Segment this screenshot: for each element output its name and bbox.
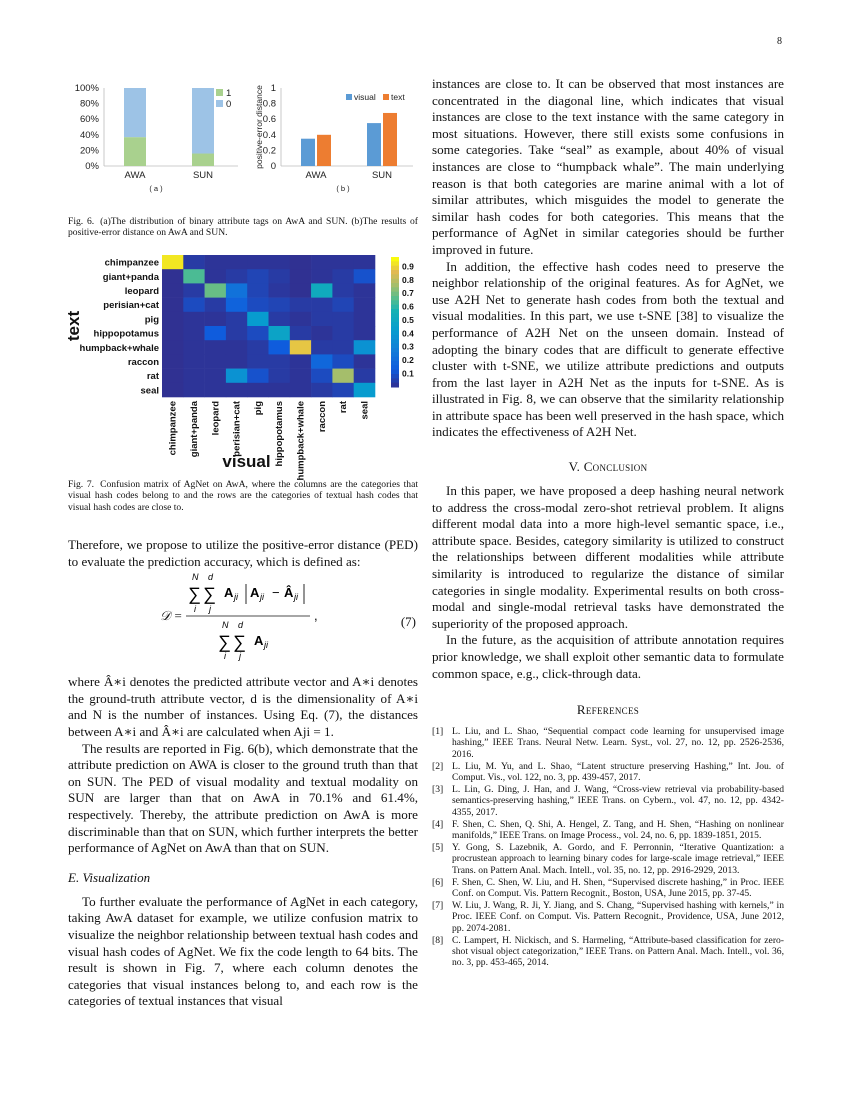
heatmap-cell — [354, 383, 376, 398]
heatmap-cell — [226, 340, 248, 355]
heatmap-cell — [311, 383, 333, 398]
heatmap-cell — [290, 269, 312, 284]
heatmap-cell — [332, 255, 354, 270]
results-paragraph: The results are reported in Fig. 6(b), which demonstrate that the attribute prediction on AWA is closer to the ground truth than that on SUN. The PED of visual modality and textual modality on SUN are larger than that on AwA in 70.1% and 61.4%, respectively. Thereby, the attribute prediction on AwA is more discriminable than that on SUN, which further interprets the better performance of AgNet on AwA than that on SUN. — [68, 740, 418, 856]
fig7-caption-text: Confusion matrix of AgNet on AwA, where the columns are the categories that visual hash codes belong to and the rows are the categories of textual hash codes that visual hash codes are close to. — [68, 478, 419, 513]
heatmap-cell — [354, 340, 376, 355]
heatmap-cell — [311, 312, 333, 327]
heatmap-cell — [247, 283, 269, 298]
svg-text:∑: ∑ — [233, 632, 246, 653]
heatmap-cell — [183, 297, 205, 312]
references-title — [432, 702, 784, 718]
heatmap-cell — [332, 368, 354, 383]
reference-number: [8] — [432, 934, 444, 946]
row-label: chimpanzee — [104, 257, 159, 269]
heatmap-cell — [311, 340, 333, 355]
bar — [192, 88, 214, 154]
heatmap-cell — [269, 383, 291, 398]
figure-6 — [68, 76, 418, 196]
heatmap-cell — [354, 283, 376, 298]
legend-label: 1 — [226, 88, 232, 99]
row-label: hippopotamus — [93, 328, 159, 340]
confusion-matrix — [64, 255, 418, 481]
heatmap-cell — [205, 340, 227, 355]
reference-text: F. Shen, C. Shen, Q. Shi, A. Hengel, Z. Tang, and H. Shen, “Hashing on nonlinear manifolds,” IEEE Trans. on Image Process., vol. 24, no. 6, pp. 1839-1851, 2015. — [452, 818, 784, 842]
svg-text:j: j — [209, 604, 211, 615]
legend-swatch — [216, 100, 223, 107]
heatmap-cell — [311, 326, 333, 341]
reference-item — [432, 935, 784, 969]
y-tick-label: 0 — [270, 161, 276, 172]
svg-text:N: N — [222, 620, 229, 631]
row-axis-label: text — [64, 310, 83, 341]
legend-swatch — [383, 94, 389, 100]
svg-text:A: A — [224, 585, 234, 601]
col-label: leopard — [210, 400, 222, 436]
row-label: seal — [140, 385, 159, 397]
reference-item — [432, 784, 784, 818]
heatmap-cell — [226, 354, 248, 369]
row-label: perisian+cat — [103, 300, 159, 312]
col-label: raccon — [316, 400, 328, 432]
heatmap-cell — [290, 326, 312, 341]
bar — [383, 113, 397, 166]
x-tick-label: AWA — [305, 170, 327, 181]
panel-label: ( b ) — [336, 184, 350, 193]
bar — [192, 154, 214, 166]
heatmap-cell — [332, 340, 354, 355]
legend-label: visual — [354, 92, 376, 102]
heatmap-cell — [332, 283, 354, 298]
heatmap-cell — [269, 269, 291, 284]
eq-fraction — [186, 570, 366, 660]
heatmap-cell — [162, 297, 184, 312]
heatmap-cell — [290, 283, 312, 298]
reference-number: [3] — [432, 784, 444, 796]
y-tick-label: 1 — [270, 83, 276, 94]
left-column — [64, 76, 419, 1010]
heatmap-cell — [311, 297, 333, 312]
figure-7 — [64, 255, 418, 481]
y-tick-label: 100% — [74, 83, 99, 94]
heatmap-cell — [205, 312, 227, 327]
heatmap-cell — [226, 283, 248, 298]
heatmap-cell — [332, 269, 354, 284]
heatmap-cell — [354, 368, 376, 383]
colorbar-segment — [391, 352, 399, 357]
heatmap-cell — [247, 326, 269, 341]
heatmap-cell — [247, 383, 269, 398]
colorbar-tick: 0.3 — [402, 341, 414, 352]
colorbar-segment — [391, 317, 399, 322]
heatmap-cell — [290, 383, 312, 398]
colorbar-segment — [391, 309, 399, 314]
heatmap-cell — [183, 326, 205, 341]
colorbar-segment — [391, 365, 399, 370]
col-label: perisian+cat — [231, 400, 243, 457]
row-label: leopard — [124, 285, 159, 297]
col-axis-label: visual — [222, 451, 271, 471]
y-tick-label: 80% — [79, 98, 99, 110]
colorbar-tick: 0.8 — [402, 274, 414, 285]
heatmap-cell — [162, 383, 184, 398]
colorbar-segment — [391, 369, 399, 374]
svg-text:j: j — [239, 651, 241, 662]
eq-explanation: where Â∗i denotes the predicted attribute vector and A∗i denotes the ground-truth attribute vector, d is the dimensionality of A∗i and N is the number of instances. Using Eq. (7), the distances between A∗i and Â∗i are calculated when Aji = 1. — [68, 674, 418, 739]
y-tick-label: 0.2 — [262, 145, 276, 157]
heatmap-cell — [205, 269, 227, 284]
col-label: giant+panda — [188, 400, 200, 458]
reference-item — [432, 761, 784, 783]
legend-label: text — [391, 92, 405, 102]
heatmap-cell — [205, 255, 227, 270]
heatmap-cell — [247, 312, 269, 327]
heatmap-cell — [183, 312, 205, 327]
svg-text:ji: ji — [234, 592, 238, 603]
colorbar-segment — [391, 296, 399, 301]
reference-number: [2] — [432, 760, 444, 772]
y-tick-label: 0.4 — [262, 129, 276, 141]
heatmap-cell — [205, 368, 227, 383]
equation-7 — [68, 570, 418, 666]
heatmap-cell — [311, 269, 333, 284]
reference-text: L. Lin, G. Ding, J. Han, and J. Wang, “Cross-view retrieval via probability-based semantics-preserving hashing,” IEEE Trans. on Cybern., vol. 47, no. 12, pp. 4342-4355, 2017. — [452, 784, 784, 818]
colorbar-tick: 0.7 — [402, 287, 414, 298]
reference-text: L. Liu, and L. Shao, “Sequential compact code learning for unsupervised image hashing,” IEEE Trans. Neural Netw. Learn. Syst., vol. 27, no. 12, pp. 2526-2536, 2016. — [452, 726, 784, 760]
colorbar-segment — [391, 304, 399, 309]
heatmap-cell — [226, 326, 248, 341]
heatmap-cell — [354, 326, 376, 341]
right-paragraph-2: In addition, the effective hash codes need to preserve the neighbor relationship of the original features. As for AgNet, we use A2H Net to generate hash codes from both the textual and visual modalities. In this part, we use t-SNE [38] to visualize the performance of A2H Net on the unseen domain. Instead of adopting the binary codes that are difficult to generate effective cluster with t-SNE, we utilize attribute predictions and outputs from the last layer in A2H Net as the inputs for t-SNE. As is illustrated in Fig. 8, we can observe that the similarity relationship in attribute space has been well preserved in the hash space, which indicates the effectiveness of A2H Net. — [432, 258, 784, 440]
row-label: giant+panda — [102, 271, 159, 283]
x-tick-label: AWA — [124, 170, 146, 181]
heatmap-cell — [311, 354, 333, 369]
references-list — [432, 726, 784, 968]
col-label: humpback+whale — [295, 400, 307, 481]
legend-swatch — [216, 89, 223, 96]
subsection-title: E. Visualization — [68, 869, 151, 885]
heatmap-cell — [226, 269, 248, 284]
right-column — [432, 76, 784, 969]
heatmap-cell — [247, 354, 269, 369]
colorbar-segment — [391, 265, 399, 270]
y-axis-label: positive-error distance — [254, 85, 264, 169]
chart-6b — [253, 76, 418, 196]
heatmap-cell — [183, 283, 205, 298]
svg-text:ji: ji — [264, 640, 268, 651]
colorbar-tick: 0.9 — [402, 261, 414, 272]
heatmap-cell — [162, 283, 184, 298]
heatmap-cell — [354, 297, 376, 312]
colorbar-segment — [391, 291, 399, 296]
colorbar-segment — [391, 330, 399, 335]
reference-number: [7] — [432, 900, 444, 912]
reference-text: C. Lampert, H. Nickisch, and S. Harmeling, “Attribute-based classification for zero-shot visual object categorization,” IEEE Trans. on Pattern Anal. Mach. Intell., vol. 36, no. 3, pp. 453-465, 2014. — [452, 934, 784, 969]
x-tick-label: SUN — [371, 170, 393, 181]
panel-label: ( a ) — [149, 184, 163, 193]
reference-number: [1] — [432, 726, 444, 738]
row-label: rat — [146, 371, 159, 383]
col-label: hippopotamus — [274, 400, 286, 467]
y-tick-label: 20% — [79, 145, 99, 157]
heatmap-cell — [247, 255, 269, 270]
reference-text: Y. Gong, S. Lazebnik, A. Gordo, and F. Perronnin, “Iterative Quantization: a procrustean approach to learning binary codes for large-scale image retrieval,” IEEE Trans. on Pattern Anal. Mach. Intell., vol. 35, no. 12, pp. 2916-2929, 2013. — [452, 842, 784, 876]
fig6-caption-label: Fig. 6. — [68, 216, 95, 227]
heatmap-cell — [332, 383, 354, 398]
legend-label: 0 — [226, 99, 232, 110]
heatmap-cell — [162, 255, 184, 270]
heatmap-cell — [332, 312, 354, 327]
heatmap-cell — [269, 368, 291, 383]
references-title-text: References — [576, 702, 640, 718]
right-paragraph-1: instances are close to. It can be observed that most instances are concentrated in the diagonal line, which indicates that visual instances are close to the text instance with the same category in most situations. However, there still exists some confusions in some categories. Take “seal” as example, about 40% of visual instances are close to “humpback whale”. The main underlying reason is that both categories are marine animal with a lot of similar attributes, which misguides the model to generate the similar hash codes for both categories. This means that the performance of AgNet in similar categories should be further improved in future. — [432, 76, 784, 257]
heatmap-cell — [290, 255, 312, 270]
visualization-paragraph: To further evaluate the performance of AgNet in each category, taking AwA dataset for example, we utilize confusion matrix to visualize the neighbor relationship between textual hash codes and visual hash codes of AgNet. We fix the code length to 64 bits. The result is shown in Fig. 7, where each column denotes the categories that visual instances belong to, and each row is the categories of textual instances that visual — [68, 893, 418, 1009]
reference-item — [432, 819, 784, 841]
heatmap-cell — [269, 340, 291, 355]
heatmap-cell — [183, 383, 205, 398]
heatmap-cell — [290, 368, 312, 383]
heatmap-cell — [183, 340, 205, 355]
heatmap-cell — [162, 269, 184, 284]
heatmap-cell — [226, 383, 248, 398]
svg-text:,: , — [314, 608, 318, 624]
svg-text:−: − — [272, 585, 280, 601]
svg-text:i: i — [194, 604, 196, 615]
chart-6a — [68, 76, 243, 196]
y-tick-label: 60% — [79, 114, 99, 126]
heatmap-cell — [226, 312, 248, 327]
colorbar-segment — [391, 261, 399, 266]
page-number: 8 — [777, 36, 782, 47]
conclusion-paragraph-2: In the future, as the acquisition of attribute annotation requires prior knowledge, we shall exploit other semantic data to formulate common space, e.g., click-through data. — [432, 632, 784, 681]
y-tick-label: 0.6 — [262, 114, 276, 126]
heatmap-cell — [332, 354, 354, 369]
heatmap-cell — [269, 312, 291, 327]
fig7-caption-label: Fig. 7. — [68, 478, 95, 490]
reference-text: W. Liu, J. Wang, R. Ji, Y. Jiang, and S. Chang, “Supervised hashing with kernels,” in Proc. IEEE Conf. on Comput. Vis. Pattern Recognit., Providence, USA, June 2012, pp. 2074-2081. — [452, 900, 784, 934]
colorbar-segment — [391, 326, 399, 331]
colorbar-segment — [391, 356, 399, 361]
row-label: raccon — [127, 356, 159, 368]
reference-item — [432, 842, 784, 876]
conclusion-title-text: V. Conclusion — [568, 459, 648, 475]
svg-text:i: i — [224, 651, 226, 662]
heatmap-cell — [332, 297, 354, 312]
heatmap-cell — [311, 368, 333, 383]
heatmap-cell — [162, 340, 184, 355]
svg-text:ji: ji — [294, 592, 298, 603]
colorbar-tick: 0.4 — [402, 328, 414, 339]
heatmap-cell — [354, 269, 376, 284]
svg-text:A: A — [250, 585, 260, 601]
colorbar-segment — [391, 270, 399, 275]
col-label: seal — [359, 400, 371, 420]
heatmap-cell — [162, 354, 184, 369]
heatmap-cell — [247, 340, 269, 355]
heatmap-cell — [269, 283, 291, 298]
colorbar-segment — [391, 257, 399, 262]
bar — [124, 88, 146, 137]
svg-text:N: N — [192, 572, 199, 583]
heatmap-cell — [183, 255, 205, 270]
svg-text:d: d — [238, 620, 244, 631]
y-tick-label: 0% — [85, 161, 99, 172]
heatmap-cell — [205, 383, 227, 398]
reference-item — [432, 877, 784, 899]
heatmap-cell — [205, 354, 227, 369]
colorbar-tick: 0.6 — [402, 301, 414, 312]
colorbar-segment — [391, 343, 399, 348]
reference-item — [432, 900, 784, 934]
svg-text:ji: ji — [260, 592, 264, 603]
heatmap-cell — [247, 269, 269, 284]
row-label: humpback+whale — [79, 342, 159, 354]
bar — [317, 135, 331, 166]
col-label: chimpanzee — [167, 400, 179, 456]
colorbar-segment — [391, 274, 399, 279]
reference-text: L. Liu, M. Yu, and L. Shao, “Latent structure preserving Hashing,” Int. Jou. of Comput. Vis., vol. 122, no. 3, pp. 439-457, 2017. — [452, 760, 784, 783]
x-tick-label: SUN — [192, 170, 214, 181]
colorbar-segment — [391, 348, 399, 353]
heatmap-cell — [205, 283, 227, 298]
heatmap-cell — [269, 354, 291, 369]
colorbar-segment — [391, 278, 399, 283]
reference-number: [4] — [432, 818, 444, 830]
heatmap-cell — [290, 297, 312, 312]
colorbar-segment — [391, 335, 399, 340]
legend-swatch — [346, 94, 352, 100]
colorbar-segment — [391, 313, 399, 318]
svg-text:Â: Â — [284, 585, 294, 601]
colorbar-segment — [391, 287, 399, 292]
heatmap-cell — [226, 297, 248, 312]
conclusion-title — [432, 459, 784, 475]
fig7-caption — [68, 479, 418, 513]
y-tick-label: 0.8 — [262, 98, 276, 110]
heatmap-cell — [162, 312, 184, 327]
col-label: pig — [252, 400, 264, 416]
colorbar-segment — [391, 339, 399, 344]
heatmap-cell — [205, 326, 227, 341]
y-tick-label: 40% — [79, 129, 99, 141]
row-label: pig — [144, 314, 159, 326]
colorbar-segment — [391, 322, 399, 327]
colorbar-tick: 0.5 — [402, 314, 414, 325]
fig6-caption — [68, 216, 418, 239]
svg-text:∑: ∑ — [188, 584, 201, 605]
svg-text:A: A — [254, 633, 264, 649]
heatmap-cell — [226, 368, 248, 383]
heatmap-cell — [290, 340, 312, 355]
heatmap-cell — [247, 297, 269, 312]
heatmap-cell — [183, 269, 205, 284]
heatmap-cell — [311, 283, 333, 298]
colorbar-segment — [391, 361, 399, 366]
heatmap-cell — [183, 354, 205, 369]
heatmap-cell — [354, 312, 376, 327]
heatmap-cell — [290, 312, 312, 327]
heatmap-cell — [269, 255, 291, 270]
heatmap-cell — [354, 255, 376, 270]
col-label: rat — [338, 400, 350, 413]
heatmap-cell — [247, 368, 269, 383]
heatmap-cell — [226, 255, 248, 270]
bar — [367, 123, 381, 166]
eq-lhs: 𝒟 = — [160, 608, 183, 624]
colorbar-segment — [391, 300, 399, 305]
colorbar-tick: 0.2 — [402, 354, 414, 365]
bar — [301, 139, 315, 166]
heatmap-cell — [269, 326, 291, 341]
heatmap-cell — [183, 368, 205, 383]
conclusion-paragraph-1: In this paper, we have proposed a deep hashing neural network to address the cross-modal zero-shot retrieval problem. It aligns different modal data into a more high-level semantic space, i.e., attribute space. Besides, category similarity is utilized to construct the relationships between different modalities while attribute similarity is introduced to regularize the distance of similar categories in single modality. Experimental results on both cross-modal and single-modal retrieval tasks have demonstrated the superiority of the proposed approach. — [432, 483, 784, 631]
ped-intro: Therefore, we propose to utilize the positive-error distance (PED) to evaluate the prediction accuracy, which is defined as: — [68, 537, 418, 569]
svg-text:∑: ∑ — [218, 632, 231, 653]
svg-text:d: d — [208, 572, 214, 583]
colorbar-segment — [391, 378, 399, 383]
heatmap-cell — [354, 354, 376, 369]
svg-text:∑: ∑ — [203, 584, 216, 605]
heatmap-cell — [269, 297, 291, 312]
bar — [124, 137, 146, 166]
heatmap-cell — [162, 368, 184, 383]
heatmap-cell — [332, 326, 354, 341]
heatmap-cell — [162, 326, 184, 341]
heatmap-cell — [290, 354, 312, 369]
colorbar-segment — [391, 374, 399, 379]
colorbar-segment — [391, 283, 399, 288]
reference-text: F. Shen, C. Shen, W. Liu, and H. Shen, “Supervised discrete hashing,” in Proc. IEEE Conf. on Comput. Vis. Pattern Recognit., Boston, USA, June 2015, pp. 37-45. — [452, 876, 784, 900]
colorbar-tick: 0.1 — [402, 368, 414, 379]
reference-item — [432, 726, 784, 760]
reference-number: [6] — [432, 876, 444, 888]
heatmap-cell — [205, 297, 227, 312]
heatmap-cell — [311, 255, 333, 270]
reference-number: [5] — [432, 842, 444, 854]
colorbar-segment — [391, 382, 399, 387]
fig6-caption-text: (a)The distribution of binary attribute tags on AwA and SUN. (b)The results of positive-error distance on AwA and SUN. — [68, 216, 418, 239]
eq-number: (7) — [400, 614, 416, 630]
